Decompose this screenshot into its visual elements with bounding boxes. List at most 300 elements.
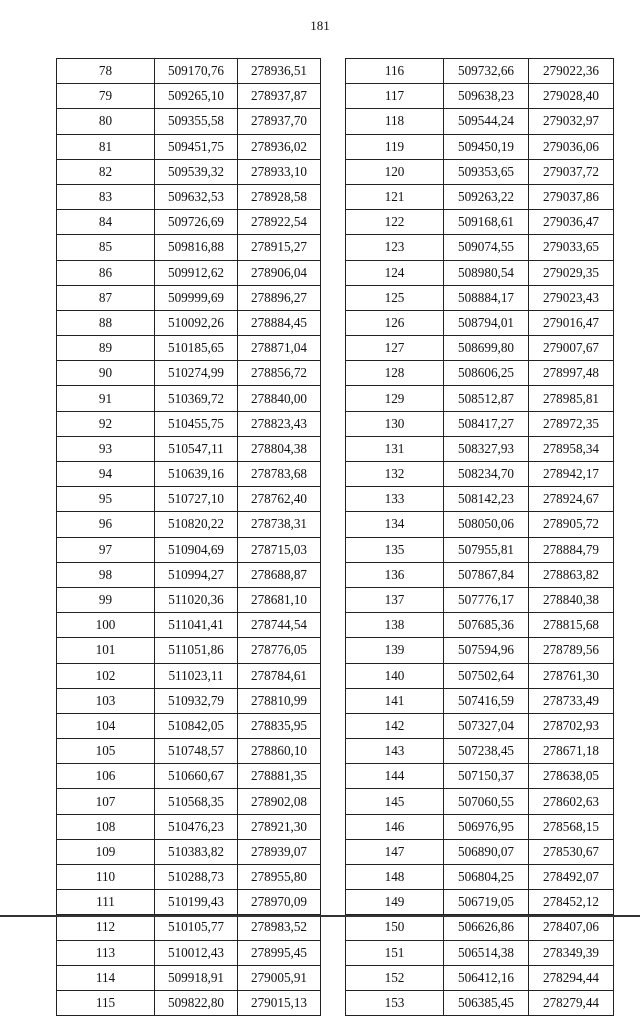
- coordinates-table-right: [345, 58, 614, 1016]
- table-row: [57, 965, 321, 990]
- x-coordinate-cell: 508699,80: [444, 336, 529, 361]
- point-number-cell: 85: [57, 235, 155, 260]
- point-number-cell: 136: [346, 562, 444, 587]
- table-row: [346, 59, 614, 84]
- point-number-cell: 151: [346, 940, 444, 965]
- table-row: [346, 688, 614, 713]
- x-coordinate-cell: 510369,72: [155, 386, 238, 411]
- table-row: [57, 537, 321, 562]
- x-coordinate-cell: 510639,16: [155, 462, 238, 487]
- y-coordinate-cell: 278783,68: [238, 462, 321, 487]
- point-number-cell: 108: [57, 814, 155, 839]
- point-number-cell: 143: [346, 739, 444, 764]
- x-coordinate-cell: 506385,45: [444, 990, 529, 1015]
- x-coordinate-cell: 508417,27: [444, 411, 529, 436]
- y-coordinate-cell: 278688,87: [238, 562, 321, 587]
- x-coordinate-cell: 509822,80: [155, 990, 238, 1015]
- table-row: [346, 890, 614, 915]
- x-coordinate-cell: 509638,23: [444, 84, 529, 109]
- table-row: [346, 587, 614, 612]
- x-coordinate-cell: 510288,73: [155, 865, 238, 890]
- table-row: [57, 184, 321, 209]
- table-row: [346, 663, 614, 688]
- x-coordinate-cell: 508050,06: [444, 512, 529, 537]
- y-coordinate-cell: 278530,67: [529, 839, 614, 864]
- x-coordinate-cell: 508884,17: [444, 285, 529, 310]
- table-row: [57, 462, 321, 487]
- point-number-cell: 88: [57, 310, 155, 335]
- y-coordinate-cell: 278902,08: [238, 789, 321, 814]
- point-number-cell: 91: [57, 386, 155, 411]
- x-coordinate-cell: 507867,84: [444, 562, 529, 587]
- table-row: [57, 59, 321, 84]
- y-coordinate-cell: 278776,05: [238, 638, 321, 663]
- table-row: [57, 789, 321, 814]
- y-coordinate-cell: 278906,04: [238, 260, 321, 285]
- table-row: [346, 310, 614, 335]
- bottom-border-line: [0, 915, 640, 917]
- y-coordinate-cell: 279016,47: [529, 310, 614, 335]
- x-coordinate-cell: 510012,43: [155, 940, 238, 965]
- y-coordinate-cell: 278983,52: [238, 915, 321, 940]
- x-coordinate-cell: 510904,69: [155, 537, 238, 562]
- point-number-cell: 104: [57, 713, 155, 738]
- point-number-cell: 112: [57, 915, 155, 940]
- y-coordinate-cell: 278860,10: [238, 739, 321, 764]
- x-coordinate-cell: 509816,88: [155, 235, 238, 260]
- x-coordinate-cell: 509539,32: [155, 159, 238, 184]
- y-coordinate-cell: 279007,67: [529, 336, 614, 361]
- table-row: [346, 789, 614, 814]
- x-coordinate-cell: 510842,05: [155, 713, 238, 738]
- y-coordinate-cell: 278884,45: [238, 310, 321, 335]
- table-row: [57, 487, 321, 512]
- point-number-cell: 89: [57, 336, 155, 361]
- point-number-cell: 102: [57, 663, 155, 688]
- table-row: [57, 134, 321, 159]
- table-row: [57, 739, 321, 764]
- y-coordinate-cell: 278884,79: [529, 537, 614, 562]
- point-number-cell: 99: [57, 587, 155, 612]
- y-coordinate-cell: 278761,30: [529, 663, 614, 688]
- x-coordinate-cell: 510455,75: [155, 411, 238, 436]
- x-coordinate-cell: 510748,57: [155, 739, 238, 764]
- x-coordinate-cell: 507776,17: [444, 587, 529, 612]
- coordinates-table-right-body: [346, 59, 614, 1016]
- table-row: [57, 915, 321, 940]
- point-number-cell: 148: [346, 865, 444, 890]
- y-coordinate-cell: 278810,99: [238, 688, 321, 713]
- x-coordinate-cell: 510476,23: [155, 814, 238, 839]
- point-number-cell: 94: [57, 462, 155, 487]
- x-coordinate-cell: 509732,66: [444, 59, 529, 84]
- point-number-cell: 134: [346, 512, 444, 537]
- table-row: [57, 613, 321, 638]
- x-coordinate-cell: 510994,27: [155, 562, 238, 587]
- table-row: [346, 436, 614, 461]
- table-row: [346, 839, 614, 864]
- table-row: [346, 562, 614, 587]
- y-coordinate-cell: 279036,47: [529, 210, 614, 235]
- y-coordinate-cell: 279029,35: [529, 260, 614, 285]
- table-row: [57, 436, 321, 461]
- point-number-cell: 139: [346, 638, 444, 663]
- x-coordinate-cell: 510660,67: [155, 764, 238, 789]
- x-coordinate-cell: 506626,86: [444, 915, 529, 940]
- table-row: [57, 84, 321, 109]
- table-row: [57, 285, 321, 310]
- y-coordinate-cell: 279022,36: [529, 59, 614, 84]
- y-coordinate-cell: 278492,07: [529, 865, 614, 890]
- table-row: [57, 361, 321, 386]
- x-coordinate-cell: 510932,79: [155, 688, 238, 713]
- y-coordinate-cell: 278789,56: [529, 638, 614, 663]
- point-number-cell: 96: [57, 512, 155, 537]
- y-coordinate-cell: 278942,17: [529, 462, 614, 487]
- y-coordinate-cell: 278452,12: [529, 890, 614, 915]
- x-coordinate-cell: 509999,69: [155, 285, 238, 310]
- table-row: [346, 940, 614, 965]
- table-row: [57, 814, 321, 839]
- y-coordinate-cell: 278835,95: [238, 713, 321, 738]
- point-number-cell: 92: [57, 411, 155, 436]
- table-row: [346, 638, 614, 663]
- x-coordinate-cell: 511051,86: [155, 638, 238, 663]
- point-number-cell: 107: [57, 789, 155, 814]
- point-number-cell: 109: [57, 839, 155, 864]
- table-row: [57, 587, 321, 612]
- x-coordinate-cell: 509912,62: [155, 260, 238, 285]
- point-number-cell: 82: [57, 159, 155, 184]
- table-row: [57, 562, 321, 587]
- table-row: [346, 814, 614, 839]
- table-row: [346, 260, 614, 285]
- y-coordinate-cell: 278933,10: [238, 159, 321, 184]
- table-row: [346, 285, 614, 310]
- x-coordinate-cell: 508142,23: [444, 487, 529, 512]
- point-number-cell: 98: [57, 562, 155, 587]
- x-coordinate-cell: 509726,69: [155, 210, 238, 235]
- x-coordinate-cell: 511020,36: [155, 587, 238, 612]
- y-coordinate-cell: 278279,44: [529, 990, 614, 1015]
- table-row: [57, 839, 321, 864]
- table-row: [57, 713, 321, 738]
- x-coordinate-cell: 510185,65: [155, 336, 238, 361]
- x-coordinate-cell: 507685,36: [444, 613, 529, 638]
- table-row: [57, 890, 321, 915]
- x-coordinate-cell: 510568,35: [155, 789, 238, 814]
- point-number-cell: 123: [346, 235, 444, 260]
- x-coordinate-cell: 509450,19: [444, 134, 529, 159]
- table-row: [57, 764, 321, 789]
- table-row: [346, 739, 614, 764]
- point-number-cell: 86: [57, 260, 155, 285]
- x-coordinate-cell: 509632,53: [155, 184, 238, 209]
- y-coordinate-cell: 278970,09: [238, 890, 321, 915]
- point-number-cell: 118: [346, 109, 444, 134]
- point-number-cell: 128: [346, 361, 444, 386]
- point-number-cell: 114: [57, 965, 155, 990]
- x-coordinate-cell: 510547,11: [155, 436, 238, 461]
- table-row: [57, 411, 321, 436]
- y-coordinate-cell: 278762,40: [238, 487, 321, 512]
- point-number-cell: 95: [57, 487, 155, 512]
- x-coordinate-cell: 508980,54: [444, 260, 529, 285]
- point-number-cell: 132: [346, 462, 444, 487]
- x-coordinate-cell: 507238,45: [444, 739, 529, 764]
- point-number-cell: 150: [346, 915, 444, 940]
- table-row: [346, 184, 614, 209]
- x-coordinate-cell: 511041,41: [155, 613, 238, 638]
- x-coordinate-cell: 510820,22: [155, 512, 238, 537]
- y-coordinate-cell: 279028,40: [529, 84, 614, 109]
- point-number-cell: 79: [57, 84, 155, 109]
- y-coordinate-cell: 278997,48: [529, 361, 614, 386]
- table-row: [57, 940, 321, 965]
- table-row: [346, 361, 614, 386]
- y-coordinate-cell: 278840,38: [529, 587, 614, 612]
- point-number-cell: 78: [57, 59, 155, 84]
- table-row: [57, 638, 321, 663]
- x-coordinate-cell: 510727,10: [155, 487, 238, 512]
- y-coordinate-cell: 279037,72: [529, 159, 614, 184]
- y-coordinate-cell: 278928,58: [238, 184, 321, 209]
- y-coordinate-cell: 279032,97: [529, 109, 614, 134]
- table-row: [346, 537, 614, 562]
- y-coordinate-cell: 278702,93: [529, 713, 614, 738]
- point-number-cell: 100: [57, 613, 155, 638]
- x-coordinate-cell: 508794,01: [444, 310, 529, 335]
- point-number-cell: 93: [57, 436, 155, 461]
- x-coordinate-cell: 509353,65: [444, 159, 529, 184]
- x-coordinate-cell: 506412,16: [444, 965, 529, 990]
- point-number-cell: 142: [346, 713, 444, 738]
- y-coordinate-cell: 278715,03: [238, 537, 321, 562]
- point-number-cell: 135: [346, 537, 444, 562]
- x-coordinate-cell: 510105,77: [155, 915, 238, 940]
- point-number-cell: 80: [57, 109, 155, 134]
- point-number-cell: 126: [346, 310, 444, 335]
- y-coordinate-cell: 279015,13: [238, 990, 321, 1015]
- x-coordinate-cell: 509168,61: [444, 210, 529, 235]
- table-row: [57, 512, 321, 537]
- table-row: [346, 613, 614, 638]
- x-coordinate-cell: 509451,75: [155, 134, 238, 159]
- y-coordinate-cell: 278602,63: [529, 789, 614, 814]
- table-row: [57, 109, 321, 134]
- point-number-cell: 117: [346, 84, 444, 109]
- y-coordinate-cell: 278921,30: [238, 814, 321, 839]
- table-row: [346, 134, 614, 159]
- x-coordinate-cell: 509263,22: [444, 184, 529, 209]
- table-row: [346, 336, 614, 361]
- y-coordinate-cell: 278922,54: [238, 210, 321, 235]
- point-number-cell: 105: [57, 739, 155, 764]
- table-row: [346, 713, 614, 738]
- y-coordinate-cell: 278915,27: [238, 235, 321, 260]
- y-coordinate-cell: 278638,05: [529, 764, 614, 789]
- y-coordinate-cell: 278863,82: [529, 562, 614, 587]
- table-row: [346, 210, 614, 235]
- coordinates-table-left: [56, 58, 321, 1016]
- point-number-cell: 115: [57, 990, 155, 1015]
- table-row: [57, 310, 321, 335]
- x-coordinate-cell: 510092,26: [155, 310, 238, 335]
- table-row: [346, 109, 614, 134]
- point-number-cell: 131: [346, 436, 444, 461]
- point-number-cell: 83: [57, 184, 155, 209]
- x-coordinate-cell: 509544,24: [444, 109, 529, 134]
- y-coordinate-cell: 278936,02: [238, 134, 321, 159]
- point-number-cell: 121: [346, 184, 444, 209]
- table-row: [57, 386, 321, 411]
- y-coordinate-cell: 278840,00: [238, 386, 321, 411]
- point-number-cell: 153: [346, 990, 444, 1015]
- point-number-cell: 101: [57, 638, 155, 663]
- point-number-cell: 119: [346, 134, 444, 159]
- x-coordinate-cell: 506976,95: [444, 814, 529, 839]
- table-row: [57, 336, 321, 361]
- y-coordinate-cell: 278972,35: [529, 411, 614, 436]
- y-coordinate-cell: 278784,61: [238, 663, 321, 688]
- point-number-cell: 90: [57, 361, 155, 386]
- y-coordinate-cell: 279023,43: [529, 285, 614, 310]
- x-coordinate-cell: 510274,99: [155, 361, 238, 386]
- point-number-cell: 84: [57, 210, 155, 235]
- x-coordinate-cell: 506719,05: [444, 890, 529, 915]
- table-row: [346, 84, 614, 109]
- table-row: [346, 159, 614, 184]
- point-number-cell: 129: [346, 386, 444, 411]
- point-number-cell: 130: [346, 411, 444, 436]
- point-number-cell: 152: [346, 965, 444, 990]
- point-number-cell: 147: [346, 839, 444, 864]
- point-number-cell: 127: [346, 336, 444, 361]
- x-coordinate-cell: 508234,70: [444, 462, 529, 487]
- y-coordinate-cell: 279036,06: [529, 134, 614, 159]
- y-coordinate-cell: 278896,27: [238, 285, 321, 310]
- y-coordinate-cell: 278924,67: [529, 487, 614, 512]
- table-row: [57, 663, 321, 688]
- x-coordinate-cell: 509074,55: [444, 235, 529, 260]
- y-coordinate-cell: 278349,39: [529, 940, 614, 965]
- x-coordinate-cell: 506514,38: [444, 940, 529, 965]
- y-coordinate-cell: 278738,31: [238, 512, 321, 537]
- table-row: [346, 965, 614, 990]
- y-coordinate-cell: 278881,35: [238, 764, 321, 789]
- y-coordinate-cell: 278671,18: [529, 739, 614, 764]
- table-row: [346, 462, 614, 487]
- y-coordinate-cell: 278804,38: [238, 436, 321, 461]
- point-number-cell: 141: [346, 688, 444, 713]
- table-row: [346, 487, 614, 512]
- point-number-cell: 120: [346, 159, 444, 184]
- table-row: [346, 865, 614, 890]
- table-row: [346, 764, 614, 789]
- point-number-cell: 81: [57, 134, 155, 159]
- x-coordinate-cell: 508512,87: [444, 386, 529, 411]
- point-number-cell: 145: [346, 789, 444, 814]
- point-number-cell: 146: [346, 814, 444, 839]
- coordinates-table-left-body: [57, 59, 321, 1016]
- x-coordinate-cell: 508606,25: [444, 361, 529, 386]
- y-coordinate-cell: 279005,91: [238, 965, 321, 990]
- y-coordinate-cell: 278744,54: [238, 613, 321, 638]
- point-number-cell: 144: [346, 764, 444, 789]
- y-coordinate-cell: 278871,04: [238, 336, 321, 361]
- y-coordinate-cell: 278955,80: [238, 865, 321, 890]
- x-coordinate-cell: 507502,64: [444, 663, 529, 688]
- point-number-cell: 113: [57, 940, 155, 965]
- x-coordinate-cell: 507594,96: [444, 638, 529, 663]
- y-coordinate-cell: 278856,72: [238, 361, 321, 386]
- table-row: [346, 411, 614, 436]
- x-coordinate-cell: 507327,04: [444, 713, 529, 738]
- table-row: [57, 210, 321, 235]
- point-number-cell: 97: [57, 537, 155, 562]
- point-number-cell: 87: [57, 285, 155, 310]
- x-coordinate-cell: 510383,82: [155, 839, 238, 864]
- y-coordinate-cell: 278905,72: [529, 512, 614, 537]
- x-coordinate-cell: 509265,10: [155, 84, 238, 109]
- y-coordinate-cell: 278937,70: [238, 109, 321, 134]
- table-row: [57, 159, 321, 184]
- table-row: [57, 688, 321, 713]
- x-coordinate-cell: 511023,11: [155, 663, 238, 688]
- y-coordinate-cell: 278407,06: [529, 915, 614, 940]
- y-coordinate-cell: 278937,87: [238, 84, 321, 109]
- table-row: [346, 235, 614, 260]
- y-coordinate-cell: 278936,51: [238, 59, 321, 84]
- y-coordinate-cell: 278995,45: [238, 940, 321, 965]
- table-row: [57, 235, 321, 260]
- x-coordinate-cell: 507060,55: [444, 789, 529, 814]
- point-number-cell: 106: [57, 764, 155, 789]
- y-coordinate-cell: 279033,65: [529, 235, 614, 260]
- table-row: [346, 386, 614, 411]
- x-coordinate-cell: 506890,07: [444, 839, 529, 864]
- point-number-cell: 125: [346, 285, 444, 310]
- y-coordinate-cell: 278985,81: [529, 386, 614, 411]
- y-coordinate-cell: 278958,34: [529, 436, 614, 461]
- table-row: [57, 990, 321, 1015]
- table-row: [346, 990, 614, 1015]
- point-number-cell: 140: [346, 663, 444, 688]
- y-coordinate-cell: 278939,07: [238, 839, 321, 864]
- y-coordinate-cell: 279037,86: [529, 184, 614, 209]
- y-coordinate-cell: 278815,68: [529, 613, 614, 638]
- point-number-cell: 110: [57, 865, 155, 890]
- point-number-cell: 124: [346, 260, 444, 285]
- point-number-cell: 149: [346, 890, 444, 915]
- point-number-cell: 138: [346, 613, 444, 638]
- x-coordinate-cell: 506804,25: [444, 865, 529, 890]
- y-coordinate-cell: 278294,44: [529, 965, 614, 990]
- point-number-cell: 133: [346, 487, 444, 512]
- y-coordinate-cell: 278733,49: [529, 688, 614, 713]
- point-number-cell: 111: [57, 890, 155, 915]
- x-coordinate-cell: 509170,76: [155, 59, 238, 84]
- x-coordinate-cell: 507416,59: [444, 688, 529, 713]
- x-coordinate-cell: 510199,43: [155, 890, 238, 915]
- table-row: [346, 915, 614, 940]
- table-row: [346, 512, 614, 537]
- point-number-cell: 122: [346, 210, 444, 235]
- table-row: [57, 865, 321, 890]
- x-coordinate-cell: 509355,58: [155, 109, 238, 134]
- point-number-cell: 103: [57, 688, 155, 713]
- x-coordinate-cell: 509918,91: [155, 965, 238, 990]
